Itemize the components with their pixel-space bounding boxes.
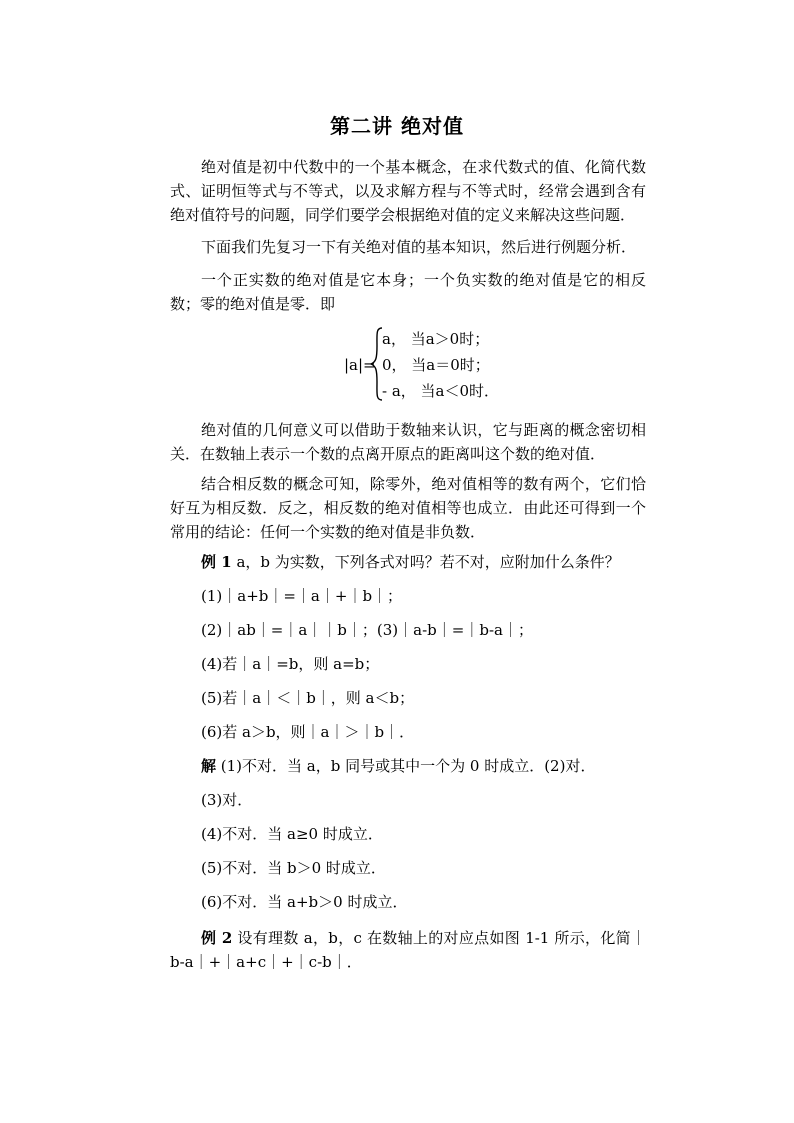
piecewise-row-positive: a， 当a＞0时； [382, 330, 490, 348]
example-2-statement [170, 926, 646, 974]
opposite-number-paragraph: 结合相反数的概念可知，除零外，绝对值相等的数有两个，它们恰好互为相反数．反之，相反数的绝对值相等也成立．由此还可得到一个常用的结论：任何一个实数的绝对值是非负数． [170, 475, 646, 541]
piecewise-row-negative: - a， 当a＜0时． [382, 382, 500, 400]
piecewise-row-zero: 0， 当a＝0时； [382, 356, 490, 374]
example-1-item: (5)若｜a｜＜｜b｜，则 a＜b； [201, 689, 415, 707]
example-2-label: 例 2 [201, 929, 233, 947]
piecewise-definition [340, 326, 520, 406]
review-paragraph: 下面我们先复习一下有关绝对值的基本知识，然后进行例题分析． [201, 238, 637, 256]
solution-first-line [201, 756, 595, 776]
geometric-meaning-paragraph: 绝对值的几何意义可以借助于数轴来认识，它与距离的概念密切相关．在数轴上表示一个数的点离开原点的距离叫这个数的绝对值． [170, 421, 646, 463]
solution-label: 解 [201, 757, 217, 775]
solution-item: (5)不对．当 b＞0 时成立． [201, 859, 386, 877]
example-2-text: 设有理数 a，b，c 在数轴上的对应点如图 1-1 所示，化简｜b-a｜+｜a+c｜+｜c-b｜． [170, 929, 646, 971]
solution-item: (4)不对．当 a≥0 时成立． [201, 825, 383, 843]
example-1-item: (4)若｜a｜=b，则 a=b； [201, 655, 380, 673]
example-1-item: (1)｜a+b｜=｜a｜+｜b｜； [201, 587, 403, 605]
piecewise-lhs: |a|= [344, 356, 376, 374]
solution-first-text: (1)不对．当 a，b 同号或其中一个为 0 时成立．(2)对． [216, 757, 596, 775]
example-1-statement [201, 552, 620, 572]
page-title: 第二讲 绝对值 [330, 114, 464, 138]
solution-item: (6)不对．当 a+b＞0 时成立． [201, 893, 408, 911]
definition-paragraph: 一个正实数的绝对值是它本身；一个负实数的绝对值是它的相反数；零的绝对值是零．即 [170, 271, 646, 313]
example-1-item: (2)｜ab｜=｜a｜｜b｜；(3)｜a-b｜=｜b-a｜； [201, 621, 533, 639]
example-1-label: 例 1 [201, 553, 232, 571]
example-1-text: a，b 为实数，下列各式对吗？若不对，应附加什么条件？ [231, 553, 620, 571]
solution-item: (3)对． [201, 791, 253, 809]
example-1-item: (6)若 a＞b，则｜a｜＞｜b｜． [201, 723, 415, 741]
intro-paragraph: 绝对值是初中代数中的一个基本概念，在求代数式的值、化简代数式、证明恒等式与不等式，以及求解方程与不等式时，经常会遇到含有绝对值符号的问题，同学们要学会根据绝对值的定义来解决这些问题． [170, 158, 646, 224]
